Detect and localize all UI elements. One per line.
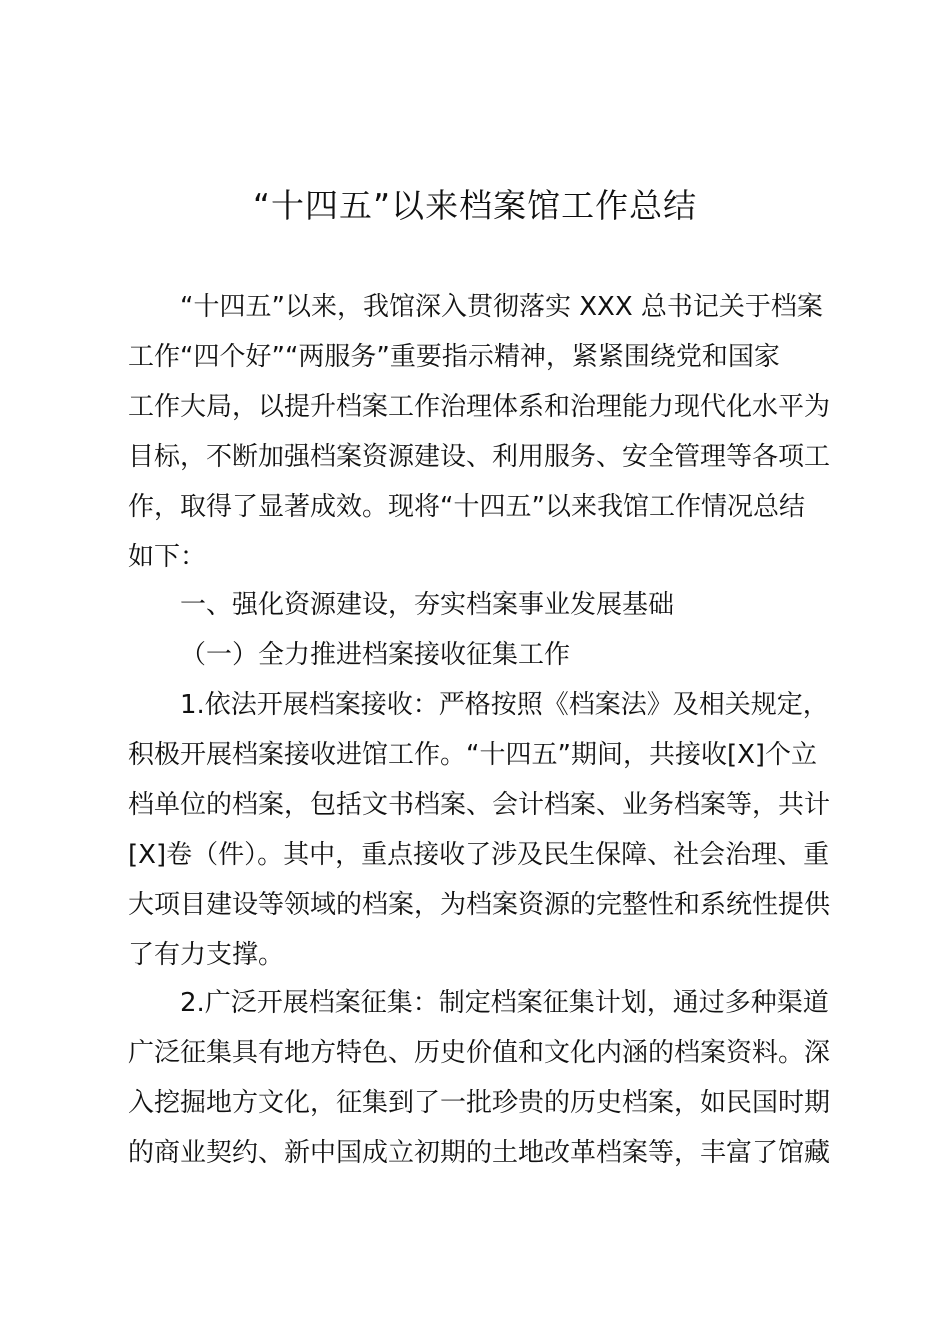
paragraph-line: 广泛征集具有地方特色、历史价值和文化内涵的档案资料。深 xyxy=(128,1038,831,1068)
paragraph-line: 1.依法开展档案接收：严格按照《档案法》及相关规定， xyxy=(180,690,829,720)
paragraph-line: 入挖掘地方文化，征集到了一批珍贵的历史档案，如民国时期 xyxy=(128,1088,831,1118)
paragraph-line: 2.广泛开展档案征集：制定档案征集计划，通过多种渠道 xyxy=(180,988,829,1018)
paragraph-line: [X]卷（件）。其中，重点接收了涉及民生保障、社会治理、重 xyxy=(128,840,830,870)
subsection-heading-text: （一）全力推进档案接收征集工作 xyxy=(180,640,571,670)
paragraph-line: 大项目建设等领域的档案，为档案资源的完整性和系统性提供 xyxy=(128,890,831,920)
section-heading xyxy=(128,580,833,630)
section-heading-text: 一、强化资源建设，夯实档案事业发展基础 xyxy=(180,590,675,620)
paragraph-line: 工作大局，以提升档案工作治理体系和治理能力现代化水平为 xyxy=(128,392,831,422)
paragraph-line: 积极开展档案接收进馆工作。“十四五”期间，共接收[X]个立 xyxy=(128,740,818,770)
item-2-paragraph xyxy=(128,978,833,1178)
document-title: “十四五”以来档案馆工作总结 xyxy=(252,186,698,225)
paragraph-line: “十四五”以来，我馆深入贯彻落实 XXX 总书记关于档案 xyxy=(180,292,823,322)
item-1-paragraph xyxy=(128,680,833,980)
paragraph-line: 了有力支撑。 xyxy=(128,940,285,970)
intro-paragraph xyxy=(128,282,833,582)
paragraph-line: 如下： xyxy=(128,542,207,572)
paragraph-line: 档单位的档案，包括文书档案、会计档案、业务档案等，共计 xyxy=(128,790,831,820)
paragraph-line: 作，取得了显著成效。现将“十四五”以来我馆工作情况总结 xyxy=(128,492,805,522)
paragraph-line: 的商业契约、新中国成立初期的土地改革档案等，丰富了馆藏 xyxy=(128,1138,831,1168)
paragraph-line: 目标，不断加强档案资源建设、利用服务、安全管理等各项工 xyxy=(128,442,831,472)
paragraph-line: 工作“四个好”“两服务”重要指示精神，紧紧围绕党和国家 xyxy=(128,342,780,372)
subsection-heading xyxy=(128,630,833,680)
